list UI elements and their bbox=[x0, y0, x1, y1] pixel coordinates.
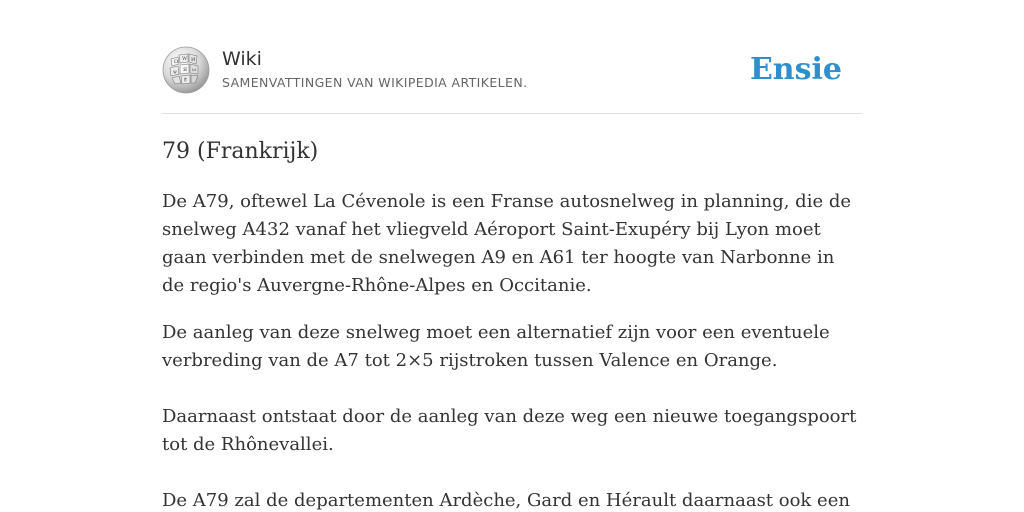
site-header bbox=[162, 44, 862, 100]
svg-text:Ω: Ω bbox=[174, 59, 179, 65]
article-paragraph: De A79 zal de departementen Ardèche, Gard en Hérault daarnaast ook een bbox=[162, 490, 850, 511]
article-paragraph: De A79, oftewel La Cévenole is een Franse autosnelweg in planning, die de snelweg A432 vanaf het vliegveld Aéroport Saint-Exupéry bij Lyon moet gaan verbinden met de snelwegen A9 en A61 ter hoogte van Narbonne in de regio's Auvergne-Rhône-Alpes en Occitanie. bbox=[162, 191, 852, 296]
svg-text:Я: Я bbox=[183, 67, 188, 73]
site-tagline: SAMENVATTINGEN VAN WIKIPEDIA ARTIKELEN. bbox=[222, 75, 528, 90]
svg-text:ω: ω bbox=[192, 67, 197, 73]
svg-text:ह: ह bbox=[184, 77, 187, 83]
article-title: 79 (Frankrijk) bbox=[162, 139, 319, 164]
ensie-link[interactable]: Ensie bbox=[749, 52, 842, 87]
article-paragraph: Daarnaast ontstaat door de aanleg van deze weg een nieuwe toegangspoort tot de Rhônevallei. bbox=[162, 406, 857, 455]
wikipedia-globe-icon[interactable] bbox=[162, 46, 210, 94]
svg-text:ψ: ψ bbox=[173, 69, 177, 75]
svg-text:W: W bbox=[182, 56, 188, 62]
svg-text:И: И bbox=[191, 57, 196, 63]
article-paragraph: De aanleg van deze snelweg moet een alternatief zijn voor een eventuele verbreding van de A7 tot 2×5 rijstroken tussen Valence en Orange. bbox=[162, 322, 830, 371]
article-content bbox=[162, 136, 862, 512]
header-divider bbox=[162, 113, 862, 114]
site-name[interactable]: Wiki bbox=[222, 48, 262, 70]
